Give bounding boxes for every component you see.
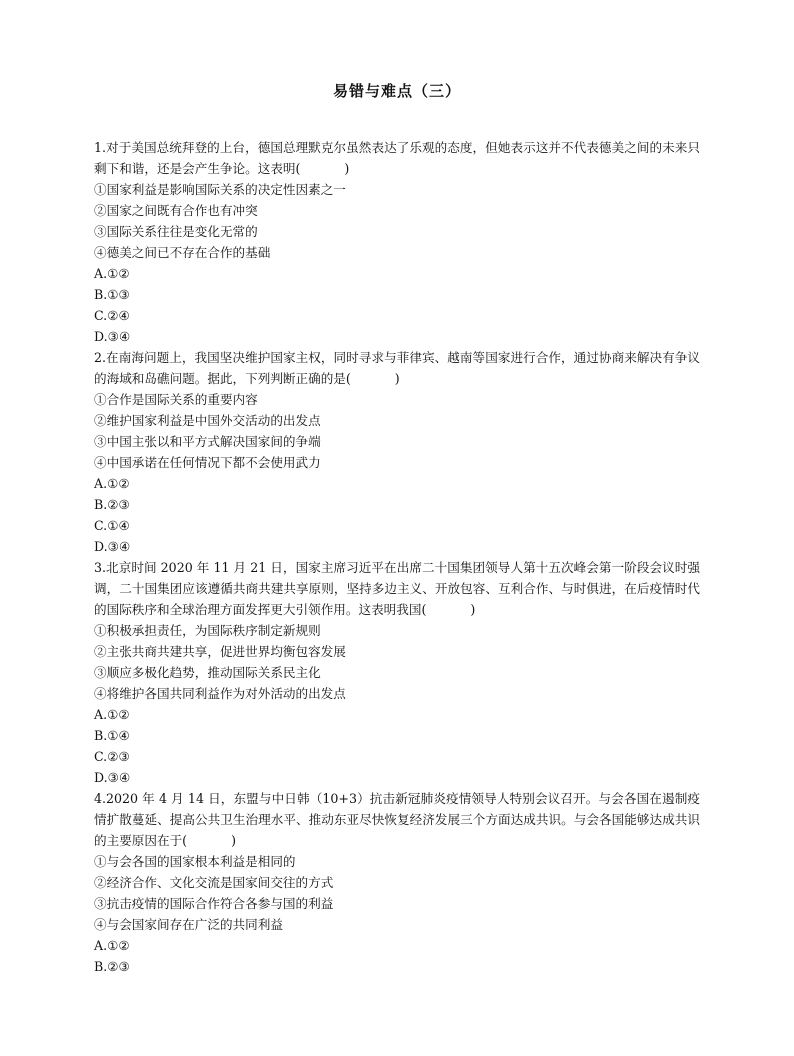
option: A.①② bbox=[94, 707, 130, 722]
statement: ①与会各国的国家根本利益是相同的 bbox=[94, 854, 296, 869]
question-4 bbox=[94, 788, 700, 977]
question-stem: 4.2020 年 4 月 14 日，东盟与中日韩（10+3）抗击新冠肺炎疫情领导人特别会议召开。与会各国在遏制疫情扩散蔓延、提高公共卫生治理水平、推动东亚尽快恢复经济发展三个方面达成共识。与会各国能够达成共识的主要原因在于( ) bbox=[94, 791, 700, 848]
option: C.②④ bbox=[94, 308, 130, 323]
option: A.①② bbox=[94, 266, 130, 281]
question-3 bbox=[94, 557, 700, 788]
statement: ①国家利益是影响国际关系的决定性因素之一 bbox=[94, 182, 346, 197]
option: D.③④ bbox=[94, 329, 131, 344]
statement: ②经济合作、文化交流是国家间交往的方式 bbox=[94, 875, 334, 890]
statement: ③中国主张以和平方式解决国家间的争端 bbox=[94, 434, 321, 449]
statement: ④将维护各国共同利益作为对外活动的出发点 bbox=[94, 686, 346, 701]
option: C.②③ bbox=[94, 749, 130, 764]
option: D.③④ bbox=[94, 539, 131, 554]
statement: ③国际关系往往是变化无常的 bbox=[94, 224, 258, 239]
question-1 bbox=[94, 137, 700, 347]
statement: ④与会国家间存在广泛的共同利益 bbox=[94, 917, 283, 932]
question-2 bbox=[94, 347, 700, 557]
statement: ④中国承诺在任何情况下都不会使用武力 bbox=[94, 455, 321, 470]
question-stem: 1.对于美国总统拜登的上台，德国总理默克尔虽然表达了乐观的态度，但她表示这并不代表德美之间的未来只剩下和谐，还是会产生争论。这表明( ) bbox=[94, 140, 700, 176]
statement: ①合作是国际关系的重要内容 bbox=[94, 392, 258, 407]
option: C.①④ bbox=[94, 518, 130, 533]
question-stem: 2.在南海问题上，我国坚决维护国家主权，同时寻求与菲律宾、越南等国家进行合作，通过协商来解决有争议的海域和岛礁问题。据此，下列判断正确的是( ) bbox=[94, 350, 700, 386]
question-stem: 3.北京时间 2020 年 11 月 21 日，国家主席习近平在出席二十国集团领导人第十五次峰会第一阶段会议时强调，二十国集团应该遵循共商共建共享原则，坚持多边主义、开放包容、互利合作、与时俱进，在后疫情时代的国际秩序和全球治理方面发挥更大引领作用。这表明我国( ) bbox=[94, 560, 700, 617]
statement: ①积极承担责任，为国际秩序制定新规则 bbox=[94, 623, 321, 638]
option: B.②③ bbox=[94, 959, 130, 974]
statement: ③顺应多极化趋势，推动国际关系民主化 bbox=[94, 665, 321, 680]
statement: ②国家之间既有合作也有冲突 bbox=[94, 203, 258, 218]
question-list bbox=[94, 137, 700, 977]
option: D.③④ bbox=[94, 770, 131, 785]
option: B.①③ bbox=[94, 287, 130, 302]
option: A.①② bbox=[94, 476, 130, 491]
statement: ②主张共商共建共享，促进世界均衡包容发展 bbox=[94, 644, 346, 659]
statement: ③抗击疫情的国际合作符合各参与国的利益 bbox=[94, 896, 334, 911]
page-title: 易错与难点（三） bbox=[332, 82, 461, 100]
statement: ②维护国家利益是中国外交活动的出发点 bbox=[94, 413, 321, 428]
option: B.①④ bbox=[94, 728, 130, 743]
option: B.②③ bbox=[94, 497, 130, 512]
statement: ④德美之间已不存在合作的基础 bbox=[94, 245, 271, 260]
option: A.①② bbox=[94, 938, 130, 953]
